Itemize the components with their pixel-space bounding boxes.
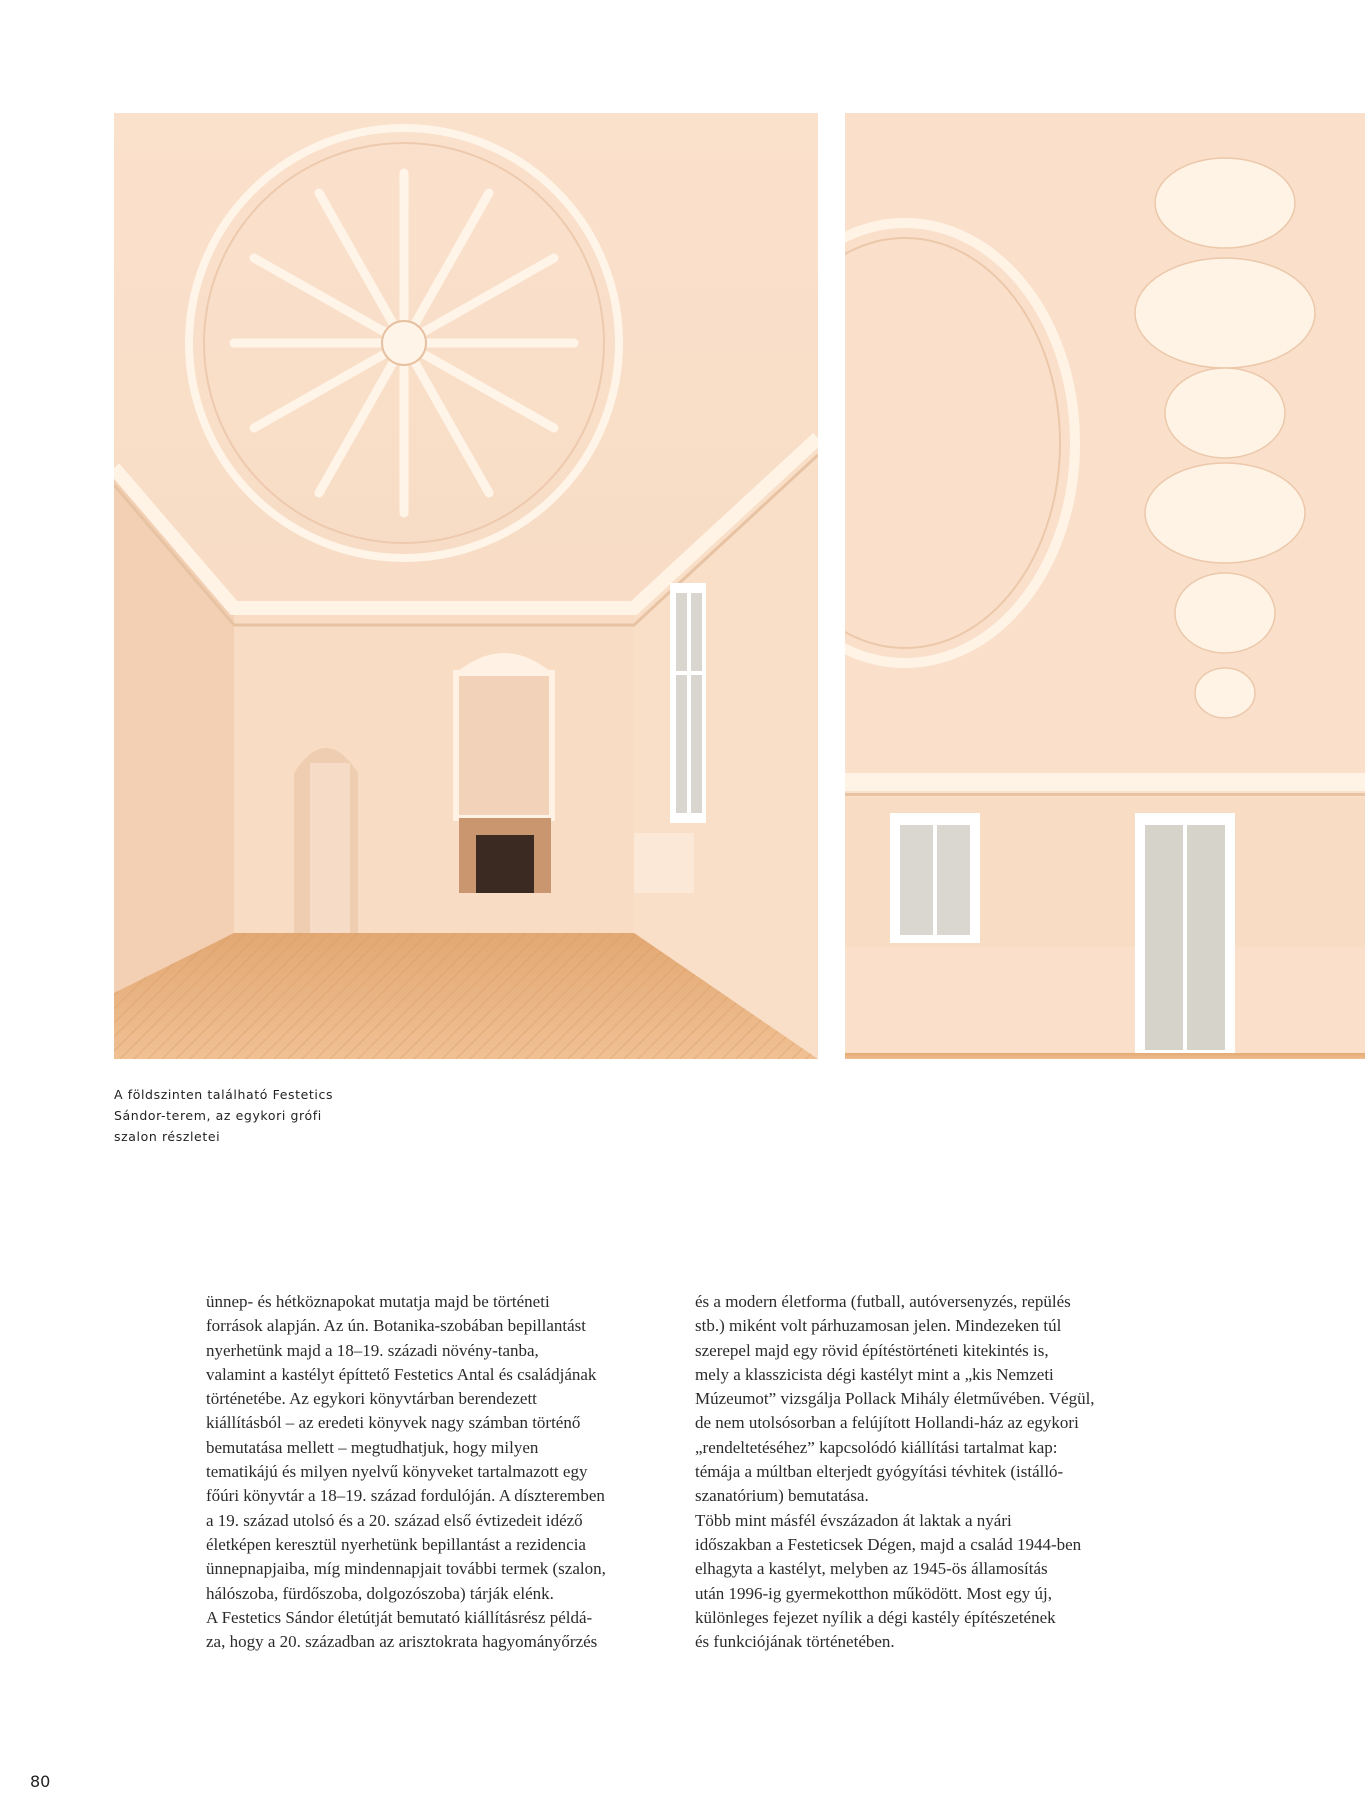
caption-line: szalon részletei	[114, 1129, 221, 1144]
text-line: források alapján. Az ún. Botanika-szobában bepillantást	[206, 1316, 587, 1336]
text-line: A Festetics Sándor életútját bemutató kiállításrész példá-	[206, 1607, 593, 1627]
text-line: életképen keresztül nyerhetünk bepillantást a rezidencia	[206, 1534, 586, 1554]
text-line: valamint a kastélyt építtető Festetics Antal és családjának	[206, 1364, 597, 1384]
text-line: kiállításból – az eredeti könyvek nagy számban történő	[206, 1413, 581, 1433]
text-line: és a modern életforma (futball, autóversenyzés, repülés	[695, 1292, 1071, 1311]
text-line: za, hogy a 20. században az arisztokrata hagyományőrzés	[206, 1632, 598, 1652]
caption-line: Sándor-terem, az egykori grófi	[114, 1108, 322, 1123]
text-line: időszakban a Festeticsek Dégen, majd a család 1944-ben	[695, 1534, 1082, 1554]
text-line: ünnep- és hétköznapokat mutatja majd be történeti	[206, 1292, 550, 1311]
text-line: és funkciójának történetében.	[695, 1632, 895, 1652]
body-text-right-column	[695, 1290, 1155, 1654]
text-line: szanatórium) bemutatása.	[695, 1486, 869, 1506]
text-line: főúri könyvtár a 18–19. század fordulóján. A díszteremben	[206, 1486, 605, 1506]
text-line: témája a múltban elterjedt gyógyítási tévhitek (istálló-	[695, 1462, 1064, 1482]
text-line: után 1996-ig gyermekotthon működött. Most egy új,	[695, 1583, 1052, 1603]
text-line: a 19. század utolsó és a 20. század első évtizedeit idéző	[206, 1510, 583, 1530]
text-line: bemutatása mellett – megtudhatjuk, hogy milyen	[206, 1437, 539, 1457]
caption-line: A földszinten található Festetics	[114, 1087, 334, 1102]
text-line: tematikájú és milyen nyelvű könyveket tartalmazott egy	[206, 1462, 588, 1482]
body-text-left-column	[206, 1290, 656, 1654]
photo-festetics-room-fireplace	[114, 113, 818, 1059]
text-line: szerepel majd egy rövid építéstörténeti kitekintés is,	[695, 1340, 1049, 1360]
text-line: mely a klasszicista dégi kastélyt mint a „kis Nemzeti	[695, 1364, 1054, 1384]
photo-festetics-room-windows	[845, 113, 1365, 1059]
text-line: „rendeltetéséhez” kapcsolódó kiállítási tartalmat kap:	[695, 1437, 1058, 1457]
text-line: hálószoba, fürdőszoba, dolgozószoba) tárják elénk.	[206, 1583, 554, 1603]
text-line: elhagyta a kastélyt, melyben az 1945-ös államosítás	[695, 1559, 1048, 1579]
text-line: de nem utolsósorban a felújított Hollandi-ház az egykori	[695, 1413, 1079, 1433]
text-line: történetébe. Az egykori könyvtárban berendezett	[206, 1389, 537, 1409]
text-line: ünnepnapjaiba, míg mindennapjait további termek (szalon,	[206, 1559, 606, 1579]
text-line: Több mint másfél évszázadon át laktak a nyári	[695, 1510, 1012, 1530]
photo-caption	[114, 1084, 414, 1147]
text-line: különleges fejezet nyílik a dégi kastély építészetének	[695, 1607, 1056, 1627]
text-line: Múzeumot” vizsgálja Pollack Mihály életművében. Végül,	[695, 1389, 1095, 1409]
text-line: stb.) miként volt párhuzamosan jelen. Mindezeken túl	[695, 1316, 1062, 1336]
room-photo-illustration	[114, 113, 818, 1059]
text-line: nyerhetünk majd a 18–19. századi növény-tanba,	[206, 1340, 539, 1360]
room-photo-illustration-2	[845, 113, 1365, 1059]
page-number: 80	[30, 1772, 51, 1791]
